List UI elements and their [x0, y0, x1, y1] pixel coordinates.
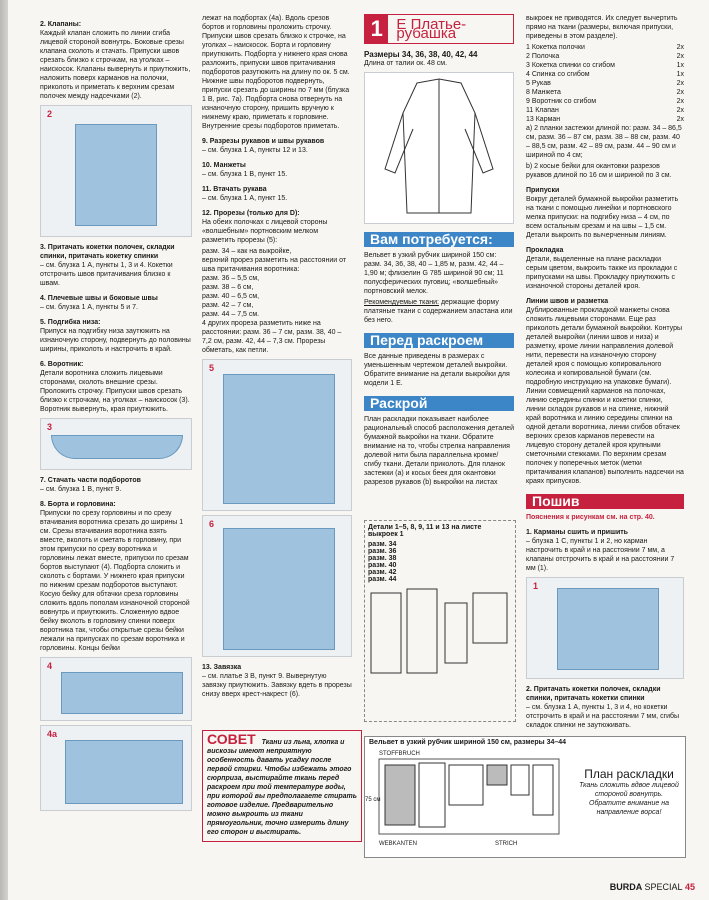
figure-4-number: 4 — [47, 661, 53, 671]
step-4-title: 4. Плечевые швы и боковые швы — [40, 295, 158, 302]
sew-step-2-title: 2. Притачать кокетки полочек, складки спинки, притачать кокетки спинки — [526, 686, 661, 702]
figure-5 — [202, 359, 352, 511]
model-length: Длина от талии ок. 48 см. — [364, 60, 448, 67]
piece-name: 11 Клапан — [526, 107, 559, 114]
recommended-fabrics — [364, 298, 514, 325]
list-item — [526, 106, 684, 115]
collar-illustration — [51, 435, 183, 459]
cut-pieces-list — [526, 43, 684, 124]
step-3-title: 3. Притачать кокетки полочек, складки спинки, притачать кокетку спинки — [40, 244, 175, 260]
step-9-title: 9. Разрезы рукавов и швы рукавов — [202, 138, 325, 145]
figure-5-number: 5 — [209, 363, 215, 373]
layout-selvedge-label: WEBKANTEN — [379, 841, 418, 847]
slit-size-line: разм. 44 – 7,5 см. — [202, 311, 260, 318]
step-9-text: – см. блузка 1 А, пункты 12 и 13. — [202, 147, 308, 154]
piece-qty: 2x — [676, 107, 684, 114]
page-footer — [610, 882, 695, 892]
list-item — [526, 97, 684, 106]
facing-illustration — [65, 740, 183, 804]
size-legend-row: разм. 34 — [368, 541, 397, 548]
column-4 — [526, 14, 684, 732]
figure-4 — [40, 657, 192, 721]
step-7-title: 7. Стачать части подборотов — [40, 477, 141, 484]
layout-caption: Вельвет в узкий рубчик шириной 150 см, размеры 34–44 — [369, 739, 567, 746]
slit-size-line: разм. 36 – 5,5 см, — [202, 275, 260, 282]
slit-size-line: разм. 34 – как на выкройке, — [202, 248, 292, 255]
piece-name: 1 Кокетка полочки — [526, 44, 585, 51]
piece-name: 8 Манжета — [526, 89, 561, 96]
layout-fold-label: STOFFBRUCH — [379, 751, 420, 757]
step-10-title: 10. Манжеты — [202, 162, 246, 169]
piece-qty: 2x — [676, 98, 684, 105]
layout-diagram — [369, 751, 569, 846]
collar-seam-illustration — [61, 672, 183, 714]
layout-width-label: 75 см — [365, 797, 381, 803]
model-sizes: Размеры 34, 36, 38, 40, 42, 44 — [364, 50, 478, 59]
figure-1-number: 1 — [533, 581, 539, 591]
seams-marking-text: Дублированные прокладкой манжеты снова сложить лицевыми сторонами. Еще раз приколоть детали бумажной выкройки. Контуры деталей выкройки (линии швов и низа) и разметку, кроме линии направления долевой нити, перевести на изнаночную сторону деталей кроя с помощью копировального колесика и копировальной бумаги (см. подробную инструкцию на упаковке бумаги). Линии совмещений карманов на полочках, линию середины спинки и кокетки спинки, линии складок рукавов и на спинке, нижний край воротника и линию середины спинки на одной детали воротника, линии сгибов обтачек верхних срезов карманов перевести на лицевую сторону деталей кроя крупными сметочными стежками. По верхним срезам полочек у поперечных меток (метки притачивания клапанов) выполнить надсечки на краях припусков. — [526, 307, 684, 485]
materials-heading: Вам потребуется: — [364, 232, 514, 247]
figure-4a — [40, 725, 192, 811]
piece-qty: 2x — [676, 44, 684, 51]
model-title — [364, 14, 514, 44]
piece-name: 9 Воротник со сгибом — [526, 98, 597, 105]
step-5-text: Припуск на подгибку низа заутюжить на изнаночную сторону, подвернуть до половины ширины, приколоть и настрочить в край. — [40, 328, 191, 353]
tie-lacing-illustration — [223, 528, 335, 650]
step-2-title: 2. Клапаны: — [40, 21, 82, 28]
step-11-text: – см. блузка 1 А, пункт 15. — [202, 195, 288, 202]
cutting-text: План раскладки показывает наиболее рациональный способ расположения деталей бумажной выкройки на ткани. Обратите внимание на то, чтобы стрелка направления долевой нити была параллельна кромке/сгибу ткани. Детали приколоть. Для планок застежки (а) и косых беек для окантовки разрезов рукавов (b) выкройки на листах — [364, 416, 514, 486]
step-4-text: – см. блузка 1 А, пункты 5 и 7. — [40, 304, 138, 311]
figure-1 — [526, 577, 684, 679]
piece-name: 3 Кокетка спинки со сгибом — [526, 62, 615, 69]
before-cutting-heading: Перед раскроем — [364, 333, 514, 348]
footer-special: SPECIAL — [644, 882, 683, 892]
piece-name: 13 Карман — [526, 116, 561, 123]
step-3-text: – см. блузка 1 А, пункты 1, 3 и 4. Кокетки отстрочить швов притачивания близко к швам. — [40, 262, 173, 287]
piece-qty: 2x — [676, 80, 684, 87]
step-10-text: – см. блузка 1 В, пункт 15. — [202, 171, 288, 178]
figure-6 — [202, 515, 352, 657]
layout-grain-label: STRICH — [495, 841, 518, 847]
piece-qty: 1x — [676, 62, 684, 69]
model-number: 1 — [365, 15, 388, 43]
piece-qty: 1x — [676, 71, 684, 78]
step-12-title: 12. Прорезы (только для D): — [202, 210, 300, 217]
piece-name: 4 Спинка со сгибом — [526, 71, 590, 78]
step-8-text: Припуски по срезу горловины и по срезу втачивания воротника срезать до ширины 1 см. Срезы втачивания воротника взять вместе, вколоть и сметать в горловину, при этом припуски по срезу воротника и горловины лежат вместе, припуски по срезам бортов выступают (4). Подборта сложить и сколоть с бортами. У нижнего края припуски по нижним срезам подборотов выступают. Косую бейку для обтачки среза горловины сложить вдоль пополам изнаночной стороной вовнутрь и приутюжить. Сложенную вдвое бейку вколоть в горловину спинки поверх воротника так, чтобы открытые срезы бейки лежали на припусках по срезам воротника и горловины. Концы бейки — [40, 510, 190, 652]
slit-size-line: разм. 40 – 6,5 см, — [202, 293, 260, 300]
list-item — [526, 43, 684, 52]
sew-step-1-text: – блузка 1 С, пункты 1 и 2, но карман настрочить в край и на расстоянии 7 мм, а клапаны отстрочить в край и на расстоянии 7 мм (1). — [526, 538, 675, 572]
tip-heading: СОВЕТ — [207, 731, 256, 747]
layout-plan-box — [577, 767, 681, 817]
list-item — [526, 61, 684, 70]
step-13-text: – см. платье 3 В, пункт 9. Вывернутую завязку приутюжить. Завязку вдеть в прорезы снизу вверх крест-накрест (6). — [202, 673, 352, 698]
step-5-title: 5. Подгибка низа: — [40, 319, 101, 326]
list-item — [526, 52, 684, 61]
sewing-heading: Пошив — [526, 494, 684, 509]
list-item — [526, 88, 684, 97]
materials-text: Вельвет в узкий рубчик шириной 150 см: разм. 34, 36, 38, 40 – 1,85 м, разм. 42, 44 – 1,90 м; флизелин G 785 шириной 90 см; 11 полусферических пуговиц; «волшебный» портновский мелок. — [364, 252, 504, 295]
step-8-continued-text: лежат на подбортах (4a). Вдоль срезов бортов и горловины проложить строчку. Припуски швов срезать близко к строчке, на уголках – наискосок. Борта и горловину приутюжить. Подборта у нижнего края снова разложить, припуски швов притачивания подборотов разутюжить на длину по ок. 5 см. Нижние швы подборотов подвернуть, припуски срезать до ширины по 7 мм (блузка 1 В, рис. 7а). Подборта снова отвернуть на изнаночную сторону, пришить вручную к нижнему краю, приметать к горловине. Внутренние срезы подборотов приметать. — [202, 15, 350, 130]
piece-name: 5 Рукав — [526, 80, 551, 87]
interfacing-title: Прокладка — [526, 247, 564, 254]
extra-strip-a: а) 2 планки застежки длиной по: разм. 34 – 86,5 см, разм. 36 – 87 см, разм. 38 – 88 см, разм. 40 – 88,5 см, разм. 42 – 89 см, разм. 44 – 90 см и шириной по 4 см; — [526, 125, 682, 159]
size-legend-row: разм. 44 — [368, 576, 397, 583]
extra-strip-b: b) 2 косые бейки для окантовки разрезов рукавов длиной по 16 см и шириной по 3 см. — [526, 163, 672, 179]
pocket-illustration — [75, 124, 157, 226]
cutting-layout — [364, 736, 686, 858]
tip-text: Ткани из льна, хлопка и вискозы имеют неприятную особенность давать усадку после первой стирки. Чтобы избежать этого сюрприза, выстирайте ткань перед раскроем при той температуре воды, при которой вы предполагаете стирать готовое изделие. Предварительно можно выкроить из ткани прямоугольник, точно измерить длину его сторон и выстирать. — [207, 739, 357, 836]
pattern-parts-box — [364, 520, 516, 722]
step-7-text: – см. блузка 1 В, пункт 9. — [40, 486, 122, 493]
size-legend-row: разм. 36 — [368, 548, 397, 555]
step-8-title: 8. Борта и горловина: — [40, 501, 116, 508]
slit-sizes-list — [202, 247, 352, 319]
step-6-title: 6. Воротник: — [40, 361, 84, 368]
piece-qty: 2x — [676, 116, 684, 123]
dress-sketch — [364, 72, 514, 224]
layout-plan-heading: План раскладки — [584, 767, 674, 781]
allowances-title: Припуски — [526, 187, 560, 194]
size-legend-row: разм. 38 — [368, 555, 397, 562]
dress-shirt-drawing — [365, 73, 513, 221]
step-12-text: На обеих полочках с лицевой стороны «волшебным» портновским мелком разметить прорезы (5): — [202, 219, 328, 244]
slits-illustration — [223, 374, 335, 504]
figure-2 — [40, 105, 192, 237]
parts-title: Детали 1–5, 8, 9, 11 и 13 на листе выкроек 1 — [368, 524, 482, 538]
seams-marking-title: Линии швов и разметка — [526, 298, 609, 305]
sew-step-1-title: 1. Карманы сшить и пришить — [526, 529, 628, 536]
size-legend-row: разм. 40 — [368, 562, 397, 569]
recommended-fabrics-text: держащие форму платяные ткани с содержанием эластана или без него. — [364, 299, 513, 324]
list-item — [526, 70, 684, 79]
figure-4a-number: 4a — [47, 729, 58, 739]
size-legend-row: разм. 42 — [368, 569, 397, 576]
step-12-tail-text: 4 других прореза разметить ниже на расстоянии: разм. 36 – 7 см, разм. 38, 40 – 7,2 см, разм. 42, 44 – 7,3 см. Прорезы обметать, как петли. — [202, 320, 342, 354]
footer-brand: BURDA — [609, 882, 642, 892]
list-item — [526, 115, 684, 124]
figure-3-number: 3 — [47, 422, 53, 432]
step-6-text: Детали воротника сложить лицевыми сторонами, сколоть внешние срезы. Проложить строчку. Припуски швов срезать близко к строчкам, на уголках – наискосок (3). Воротник вывернуть, края приутюжить. — [40, 370, 190, 413]
sew-step-2-text: – см. блузка 1 А, пункты 1, 3 и 4, но кокетки отстрочить в край и на расстоянии 7 мм, сгибы складок спинки не заутюживать. — [526, 704, 680, 729]
recommended-fabrics-title: Рекомендуемые ткани: — [364, 299, 439, 306]
tip-box — [202, 730, 362, 842]
step-2-text: Каждый клапан сложить по линии сгиба лицевой стороной вовнутрь. Боковые срезы клапана сколоть и стачать. Припуски швов срезать близко к строчкам, на уголках – наискосок. Клапаны вывернуть и приутюжить, наложить поверх карманов на полочки, приколоть и приметать к верхним срезам полочек между надсечками (2). — [40, 30, 191, 100]
model-name: Е Платье-рубашка — [396, 16, 467, 42]
before-cutting-text: Все данные приведены в размерах с уменьшенным чертежом деталей выкройки. Обратите внимание на детали выкройки для модели 1 Е. — [364, 353, 510, 387]
column-1 — [40, 14, 192, 815]
interfacing-text: Детали, выделенные на плане раскладки серым цветом, выкроить также из прокладки с припусками на швы. Прокладку приутюжить с изнаночной стороны деталей кроя. — [526, 256, 678, 290]
piece-qty: 2x — [676, 53, 684, 60]
pieces-intro: выкроек не приводятся. Их следует вычертить прямо на ткани (размеры, включая припуски, приведены в этом разделе). — [526, 15, 678, 40]
step-11-title: 11. Втачать рукава — [202, 186, 267, 193]
figure-3 — [40, 418, 192, 470]
column-3 — [364, 14, 514, 489]
slit-size-line: разм. 38 – 6 см, — [202, 284, 254, 291]
column-2 — [202, 14, 352, 701]
page-number: 45 — [684, 882, 695, 892]
pocket-flap-illustration — [557, 588, 659, 670]
parts-size-legend — [365, 541, 515, 583]
piece-name: 2 Полочка — [526, 53, 560, 60]
pattern-pieces-drawing — [365, 583, 513, 683]
figure-2-number: 2 — [47, 109, 53, 119]
list-item — [526, 79, 684, 88]
cutting-heading: Раскрой — [364, 396, 514, 411]
piece-qty: 2x — [676, 89, 684, 96]
allowances-text: Вокруг деталей бумажной выкройки разметить на ткани с помощью линейки и портновского мелка припуски: на подгибку низа – 4 см, по всем остальным срезам и на швы – 1,5 см. Детали выкроить по вычерченным линиям. — [526, 196, 679, 239]
layout-plan-text: Ткань сложить вдвое лицевой стороной вовнутрь. Обратите внимание на направление ворса! — [579, 782, 679, 816]
slit-size-line: разм. 42 – 7 см, — [202, 302, 254, 309]
slit-size-line: верхний прорез разметить на расстоянии от шва притачивания воротника: — [202, 257, 347, 273]
sewing-note: Пояснения к рисункам см. на стр. 40. — [526, 514, 655, 521]
figure-6-number: 6 — [209, 519, 215, 529]
step-13-title: 13. Завязка — [202, 664, 242, 671]
